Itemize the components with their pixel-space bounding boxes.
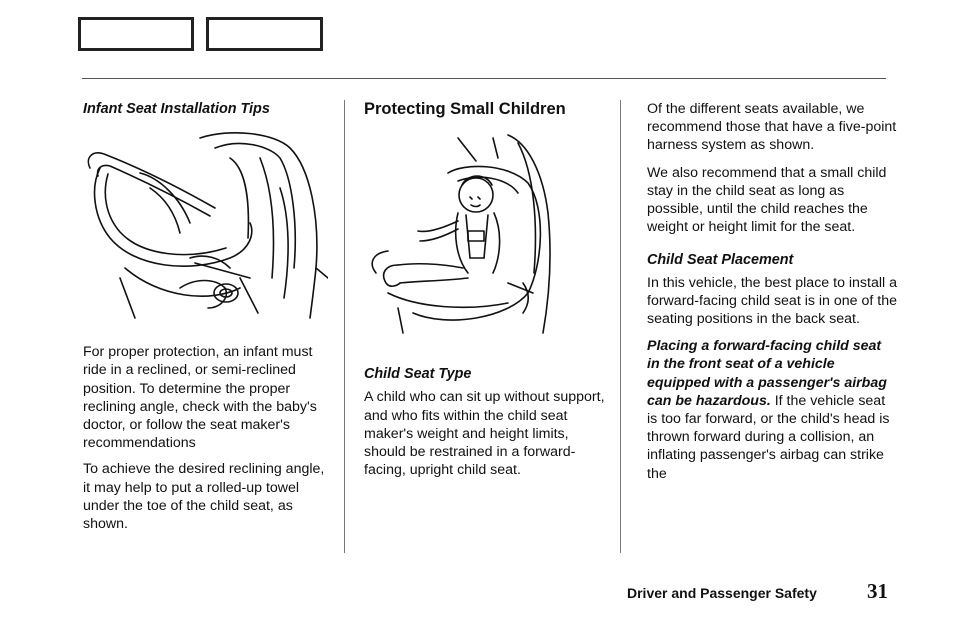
child-seat-type-heading: Child Seat Type xyxy=(364,366,472,383)
protecting-children-heading: Protecting Small Children xyxy=(364,100,566,118)
airbag-warning-bold: Placing a forward-facing child seat in the front seat of a vehicle equipped with a passenger's airbag can be hazardous. xyxy=(647,338,887,409)
child-in-seat-illustration xyxy=(358,133,564,338)
weight-limit-paragraph: We also recommend that a small child stay in the child seat as long as possible, until the child reaches the weight or height limit for the seat. xyxy=(647,164,887,236)
column-3 xyxy=(647,100,897,483)
airbag-warning-text: If the vehicle seat is too far forward, or the child's head is thrown forward during a collision, an inflating passenger's airbag can strike the xyxy=(647,392,890,482)
placement-paragraph: In this vehicle, the best place to install a forward-facing child seat is in one of the seating positions in the back seat. xyxy=(647,274,897,328)
child-seat-placement-heading: Child Seat Placement xyxy=(647,252,794,269)
header-rule xyxy=(82,78,886,79)
nav-box-previous[interactable] xyxy=(78,17,194,51)
nav-box-next[interactable] xyxy=(206,17,323,51)
column-divider-2 xyxy=(620,100,621,553)
child-seat-type-paragraph: A child who can sit up without support, and who fits within the child seat maker's weight and height limits, should be restrained in a forward-facing, upright child seat. xyxy=(364,389,605,479)
infant-seat-tips-heading: Infant Seat Installation Tips xyxy=(83,101,270,117)
page-number: 31 xyxy=(867,579,888,603)
harness-paragraph: Of the different seats available, we recommend those that have a five-point harness system as shown. xyxy=(647,101,897,154)
infant-seat-illustration xyxy=(80,128,328,320)
airbag-warning-paragraph xyxy=(647,337,897,483)
infant-seat-paragraph-2: To achieve the desired reclining angle, it may help to put a rolled-up towel under the toe of the child seat, as shown. xyxy=(83,461,325,533)
footer-section-title: Driver and Passenger Safety xyxy=(627,585,817,601)
column-divider-1 xyxy=(344,100,345,553)
infant-seat-paragraph-1: For proper protection, an infant must ride in a reclined, or semi-reclined position. To determine the proper reclining angle, check with the baby's doctor, or follow the seat maker's recommendations xyxy=(83,344,317,452)
